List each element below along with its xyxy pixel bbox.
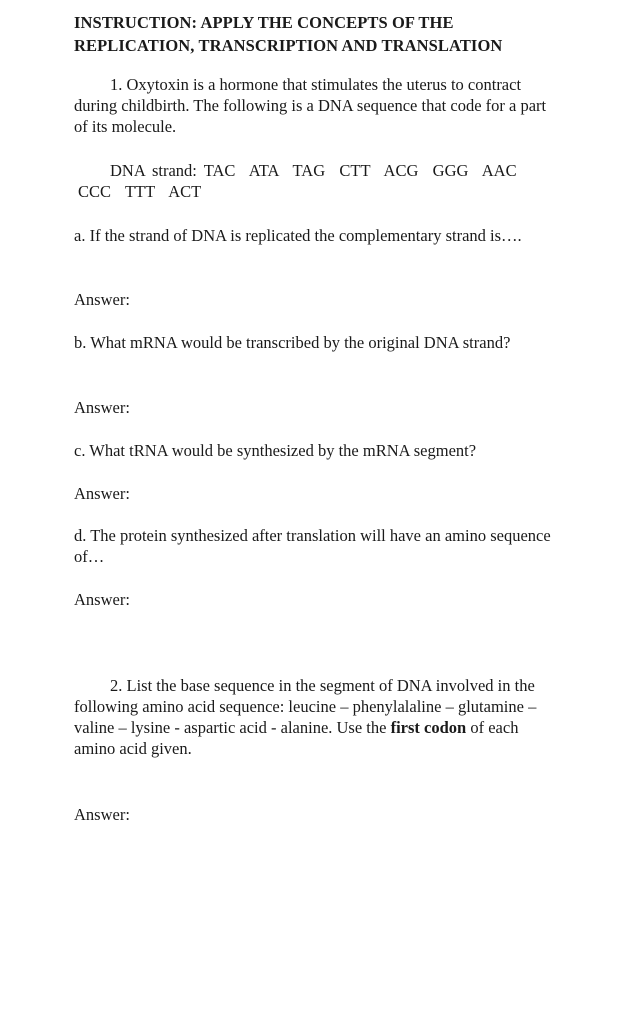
question-2-text-before: 2. List the base sequence in the segment of DNA involved in the following amino acid sequence: leucine – phenylalaline – glutamine – valine – lysine - aspartic acid - alanine. Use the: [74, 676, 537, 737]
question-2-text-after: of each amino acid given.: [74, 718, 519, 758]
question-2-bold-first: first: [390, 718, 420, 737]
title-line-2: REPLICATION, TRANSCRIPTION AND TRANSLATION: [74, 36, 503, 55]
question-1b-answer: Answer:: [74, 398, 130, 417]
question-2-text: [74, 675, 556, 759]
question-1c: c. What tRNA would be synthesized by the mRNA segment?: [74, 441, 477, 460]
question-1d: d. The protein synthesized after translation will have an amino sequence of…: [74, 526, 551, 566]
page-title: [74, 11, 556, 57]
question-1-intro: 1. Oxytoxin is a hormone that stimulates the uterus to contract during childbirth. The following is a DNA sequence that code for a part of its molecule.: [74, 75, 547, 136]
question-1c-answer: Answer:: [74, 484, 130, 503]
question-1d-answer: Answer:: [74, 590, 130, 609]
question-1a-answer: Answer:: [74, 290, 130, 309]
title-line-1: INSTRUCTION: APPLY THE CONCEPTS OF THE: [74, 13, 454, 32]
question-2-answer: Answer:: [74, 805, 130, 824]
question-1b: b. What mRNA would be transcribed by the original DNA strand?: [74, 333, 511, 352]
question-1a: a. If the strand of DNA is replicated the complementary strand is….: [74, 226, 522, 245]
dna-strand: DNA strand: TAC ATA TAG CTT ACG GGG AAC CCC TTT ACT: [78, 161, 531, 201]
question-2-bold-codon: codon: [424, 718, 467, 737]
